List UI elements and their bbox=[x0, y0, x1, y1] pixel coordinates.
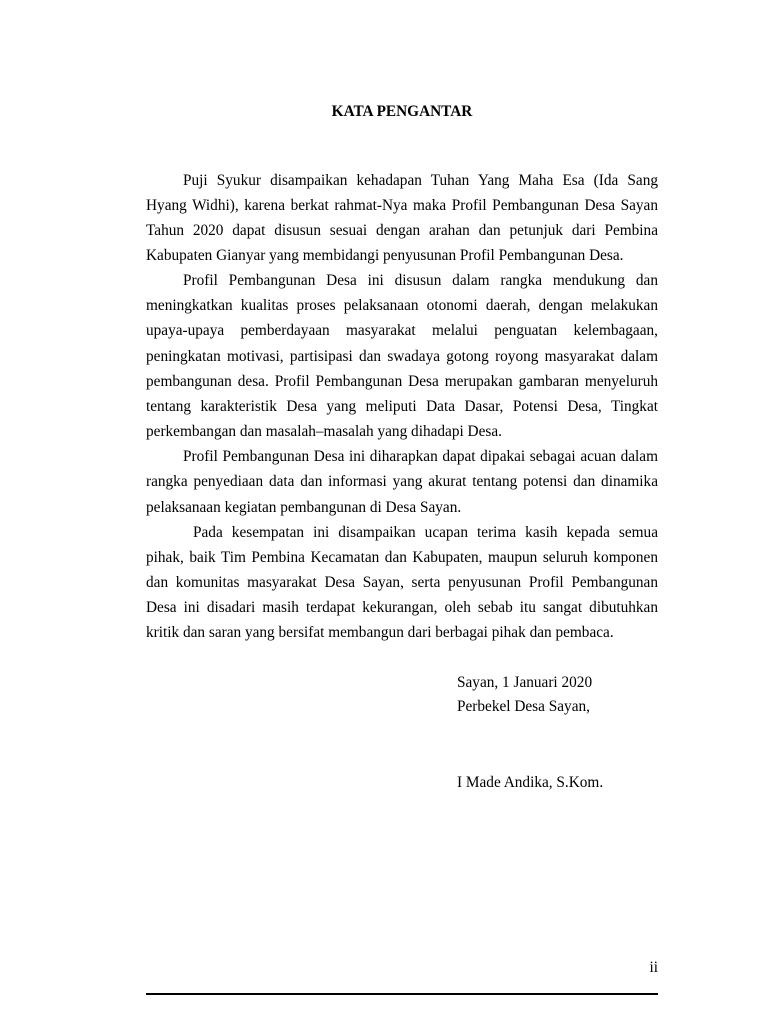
paragraph-2-line: meningkatkan kualitas proses pelaksanaan otonomi daerah, dengan melakukan bbox=[146, 297, 658, 315]
closing-position: Perbekel Desa Sayan, bbox=[457, 698, 590, 715]
paragraph-2-line: upaya-upaya pemberdayaan masyarakat melalui penguatan kelembagaan, bbox=[146, 322, 658, 340]
paragraph-1-line: Hyang Widhi), karena berkat rahmat-Nya maka Profil Pembangunan Desa Sayan bbox=[146, 196, 658, 214]
paragraph-2-line: perkembangan dan masalah–masalah yang dihadapi Desa. bbox=[146, 423, 502, 441]
paragraph-2-line: tentang karakteristik Desa yang meliputi Data Dasar, Potensi Desa, Tingkat bbox=[146, 397, 658, 415]
paragraph-2-line: pembangunan desa. Profil Pembangunan Desa merupakan gambaran menyeluruh bbox=[146, 372, 658, 390]
page-number: ii bbox=[649, 959, 658, 976]
paragraph-4-line: pihak, baik Tim Pembina Kecamatan dan Kabupaten, maupun seluruh komponen bbox=[146, 548, 658, 566]
paragraph-1-line: Tahun 2020 dapat disusun sesuai dengan arahan dan petunjuk dari Pembina bbox=[146, 221, 658, 239]
paragraph-1-line: Puji Syukur disampaikan kehadapan Tuhan Yang Maha Esa (Ida Sang bbox=[183, 171, 658, 189]
paragraph-4-line: Pada kesempatan ini disampaikan ucapan terima kasih kepada semua bbox=[193, 523, 658, 541]
paragraph-2-line: peningkatan motivasi, partisipasi dan swadaya gotong royong masyarakat dalam bbox=[146, 347, 658, 365]
page-title: KATA PENGANTAR bbox=[331, 103, 473, 120]
closing-signatory: I Made Andika, S.Kom. bbox=[457, 774, 604, 791]
paragraph-4-line: dan komunitas masyarakat Desa Sayan, serta penyusunan Profil Pembangunan bbox=[146, 574, 658, 591]
footer-rule bbox=[146, 993, 658, 995]
paragraph-3-line: pelaksanaan kegiatan pembangunan di Desa Sayan. bbox=[146, 498, 462, 516]
closing-place-date: Sayan, 1 Januari 2020 bbox=[457, 674, 593, 691]
paragraph-2-line: Profil Pembangunan Desa ini disusun dalam rangka mendukung dan bbox=[183, 272, 658, 290]
paragraph-3-line: Profil Pembangunan Desa ini diharapkan dapat dipakai sebagai acuan dalam bbox=[183, 448, 658, 466]
body-text bbox=[146, 168, 658, 646]
paragraph-4-line: Desa ini disadari masih terdapat kekurangan, oleh sebab itu sangat dibutuhkan bbox=[146, 599, 658, 617]
paragraph-4-line: kritik dan saran yang bersifat membangun dari berbagai pihak dan pembaca. bbox=[146, 624, 614, 642]
paragraph-3-line: rangka penyediaan data dan informasi yang akurat tentang potensi dan dinamika bbox=[146, 473, 658, 491]
paragraph-1-line: Kabupaten Gianyar yang membidangi penyusunan Profil Pembangunan Desa. bbox=[146, 246, 624, 264]
